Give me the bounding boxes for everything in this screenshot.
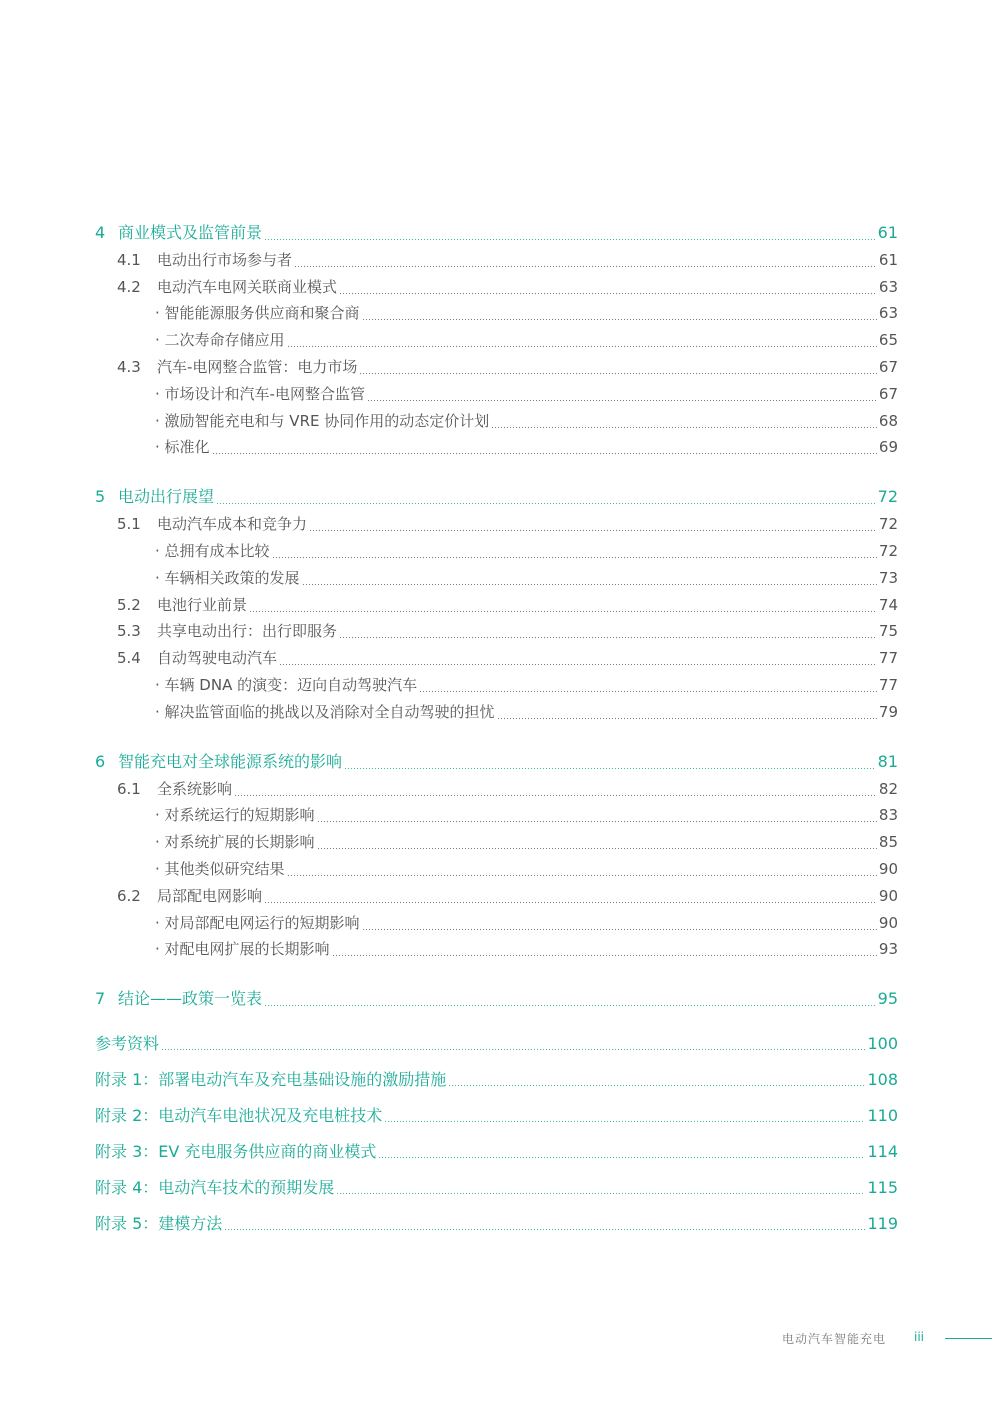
page-number: 108 — [867, 1070, 898, 1090]
chapter-title: 智能充电对全球能源系统的影响 — [118, 751, 343, 771]
appendix-title: 附录 3：EV 充电服务供应商的商业模式 — [95, 1142, 377, 1162]
toc-section-6-1[interactable] — [95, 772, 898, 799]
page-number: 93 — [878, 940, 898, 959]
page-number: 77 — [878, 675, 898, 694]
toc-subitem[interactable] — [95, 431, 898, 458]
dot-leader — [317, 805, 877, 825]
page-number: 73 — [878, 568, 898, 587]
dot-leader — [224, 1214, 865, 1234]
section-number: 4.3 — [117, 357, 141, 376]
chapter-title: 商业模式及监管前景 — [118, 223, 263, 242]
chapter-number: 4 — [95, 223, 106, 242]
page-number: 72 — [878, 515, 898, 534]
page-number: 82 — [878, 779, 898, 798]
subitem-title: · 对配电网扩展的长期影响 — [155, 940, 330, 959]
section-number: 6.1 — [117, 779, 141, 798]
section-number: 5.2 — [117, 595, 141, 614]
page-number: 74 — [878, 595, 898, 614]
toc-references[interactable] — [95, 1026, 898, 1062]
toc-subitem[interactable] — [95, 404, 898, 431]
toc-subitem[interactable] — [95, 799, 898, 826]
section-number: 5.3 — [117, 622, 141, 641]
chapter-number: 5 — [95, 487, 106, 507]
toc-chapter-4[interactable] — [95, 216, 898, 243]
dot-leader — [264, 989, 876, 1009]
dot-leader — [336, 1178, 865, 1198]
table-of-contents — [95, 216, 898, 1242]
subitem-title: · 对局部配电网运行的短期影响 — [155, 913, 360, 932]
dot-leader — [448, 1070, 865, 1090]
page-number: 90 — [878, 886, 898, 905]
section-number: 4.2 — [117, 277, 141, 296]
appendix-title: 附录 5：建模方法 — [95, 1214, 223, 1234]
page-number: 90 — [878, 859, 898, 878]
toc-appendix-4[interactable] — [95, 1170, 898, 1206]
toc-section-4-1[interactable] — [95, 243, 898, 270]
dot-leader — [384, 1106, 865, 1126]
toc-appendix-1[interactable] — [95, 1062, 898, 1098]
dot-leader — [419, 675, 877, 695]
page-number: 63 — [878, 304, 898, 323]
page-number: 68 — [878, 411, 898, 430]
section-title: 自动驾驶电动汽车 — [157, 649, 278, 668]
subitem-title: · 标准化 — [155, 438, 210, 457]
toc-section-5-2[interactable] — [95, 588, 898, 615]
toc-appendix-2[interactable] — [95, 1098, 898, 1134]
page-number: 63 — [878, 277, 898, 296]
page-number: 65 — [878, 331, 898, 350]
page-number: 90 — [878, 913, 898, 932]
page-number: 114 — [867, 1142, 898, 1162]
subitem-title: · 智能能源服务供应商和聚合商 — [155, 304, 360, 323]
toc-section-6-2[interactable] — [95, 879, 898, 906]
subitem-title: · 其他类似研究结果 — [155, 859, 285, 878]
page-number: 61 — [877, 223, 898, 242]
toc-subitem[interactable] — [95, 377, 898, 404]
toc-subitem[interactable] — [95, 561, 898, 588]
chapter-number: 7 — [95, 989, 106, 1009]
appendix-title: 附录 4：电动汽车技术的预期发展 — [95, 1178, 335, 1198]
dot-leader — [367, 384, 877, 404]
page-number: 110 — [867, 1106, 898, 1126]
section-title: 共享电动出行：出行即服务 — [157, 622, 338, 641]
dot-leader — [362, 913, 877, 933]
toc-subitem[interactable] — [95, 323, 898, 350]
page-number: 95 — [877, 989, 898, 1009]
toc-subitem[interactable] — [95, 534, 898, 561]
section-title: 电动汽车成本和竞争力 — [157, 515, 308, 534]
section-title: 局部配电网影响 — [157, 886, 263, 905]
dot-leader — [279, 648, 877, 668]
references-title: 参考资料 — [95, 1034, 160, 1054]
subitem-title: · 解决监管面临的挑战以及消除对全自动驾驶的担忧 — [155, 702, 495, 721]
dot-leader — [332, 939, 877, 959]
page-number: 69 — [878, 438, 898, 457]
page-number: 67 — [878, 384, 898, 403]
dot-leader — [272, 541, 877, 561]
subitem-title: · 总拥有成本比较 — [155, 541, 270, 560]
page-number: 75 — [878, 622, 898, 641]
page-number: 77 — [878, 649, 898, 668]
section-number: 6.2 — [117, 886, 141, 905]
dot-leader — [287, 330, 877, 350]
dot-leader — [362, 303, 877, 323]
dot-leader — [339, 277, 877, 297]
dot-leader — [344, 752, 876, 772]
chapter-title: 电动出行展望 — [118, 487, 215, 507]
footer-page-number: iii — [914, 1330, 925, 1344]
page-number: 67 — [878, 357, 898, 376]
page-number: 72 — [878, 541, 898, 560]
section-title: 全系统影响 — [157, 779, 233, 798]
page-number: 61 — [878, 250, 898, 269]
page-number: 119 — [867, 1214, 898, 1234]
section-number: 5.4 — [117, 649, 141, 668]
toc-chapter-6[interactable] — [95, 745, 898, 772]
dot-leader — [212, 437, 877, 457]
subitem-title: · 激励智能充电和与 VRE 协同作用的动态定价计划 — [155, 411, 490, 430]
subitem-title: · 对系统运行的短期影响 — [155, 806, 315, 825]
toc-chapter-5[interactable] — [95, 480, 898, 507]
toc-subitem[interactable] — [95, 906, 898, 933]
toc-appendix-3[interactable] — [95, 1134, 898, 1170]
dot-leader — [264, 223, 876, 243]
dot-leader — [287, 859, 877, 879]
dot-leader — [294, 250, 877, 270]
toc-section-5-1[interactable] — [95, 507, 898, 534]
section-number: 5.1 — [117, 515, 141, 534]
toc-subitem[interactable] — [95, 297, 898, 324]
page-number: 85 — [878, 833, 898, 852]
page-number: 115 — [867, 1178, 898, 1198]
dot-leader — [216, 487, 876, 507]
dot-leader — [378, 1142, 865, 1162]
dot-leader — [234, 779, 877, 799]
toc-subitem[interactable] — [95, 825, 898, 852]
page-number: 83 — [878, 806, 898, 825]
toc-appendix-5[interactable] — [95, 1206, 898, 1242]
subitem-title: · 二次寿命存储应用 — [155, 331, 285, 350]
footer-rule — [945, 1338, 992, 1339]
footer-document-title: 电动汽车智能充电 — [782, 1332, 887, 1346]
section-title: 电动汽车电网关联商业模式 — [157, 277, 338, 296]
dot-leader — [309, 514, 877, 534]
chapter-title: 结论——政策一览表 — [118, 989, 263, 1009]
dot-leader — [264, 886, 877, 906]
toc-section-4-3[interactable] — [95, 350, 898, 377]
dot-leader — [339, 621, 877, 641]
appendix-title: 附录 2：电动汽车电池状况及充电桩技术 — [95, 1106, 383, 1126]
subitem-title: · 车辆 DNA 的演变：迈向自动驾驶汽车 — [155, 675, 418, 694]
chapter-number: 6 — [95, 751, 106, 771]
dot-leader — [317, 832, 877, 852]
dot-leader — [302, 568, 877, 588]
page-number: 79 — [878, 702, 898, 721]
section-title: 电动出行市场参与者 — [157, 250, 293, 269]
page-number: 100 — [867, 1034, 898, 1054]
subitem-title: · 市场设计和汽车-电网整合监管 — [155, 384, 365, 403]
toc-section-5-4[interactable] — [95, 641, 898, 668]
dot-leader — [249, 595, 877, 615]
toc-section-5-3[interactable] — [95, 615, 898, 642]
page-number: 72 — [877, 487, 898, 507]
section-title: 汽车-电网整合监管：电力市场 — [157, 357, 358, 376]
subitem-title: · 对系统扩展的长期影响 — [155, 833, 315, 852]
toc-chapter-7[interactable] — [95, 982, 898, 1009]
subitem-title: · 车辆相关政策的发展 — [155, 568, 300, 587]
toc-subitem[interactable] — [95, 695, 898, 722]
dot-leader — [359, 357, 876, 377]
toc-subitem[interactable] — [95, 933, 898, 960]
section-number: 4.1 — [117, 250, 141, 269]
toc-section-4-2[interactable] — [95, 270, 898, 297]
section-title: 电池行业前景 — [157, 595, 248, 614]
page-number: 81 — [877, 751, 898, 771]
appendix-title: 附录 1：部署电动汽车及充电基础设施的激励措施 — [95, 1070, 447, 1090]
dot-leader — [497, 702, 877, 722]
toc-subitem[interactable] — [95, 668, 898, 695]
dot-leader — [491, 411, 877, 431]
toc-subitem[interactable] — [95, 852, 898, 879]
dot-leader — [161, 1034, 865, 1054]
